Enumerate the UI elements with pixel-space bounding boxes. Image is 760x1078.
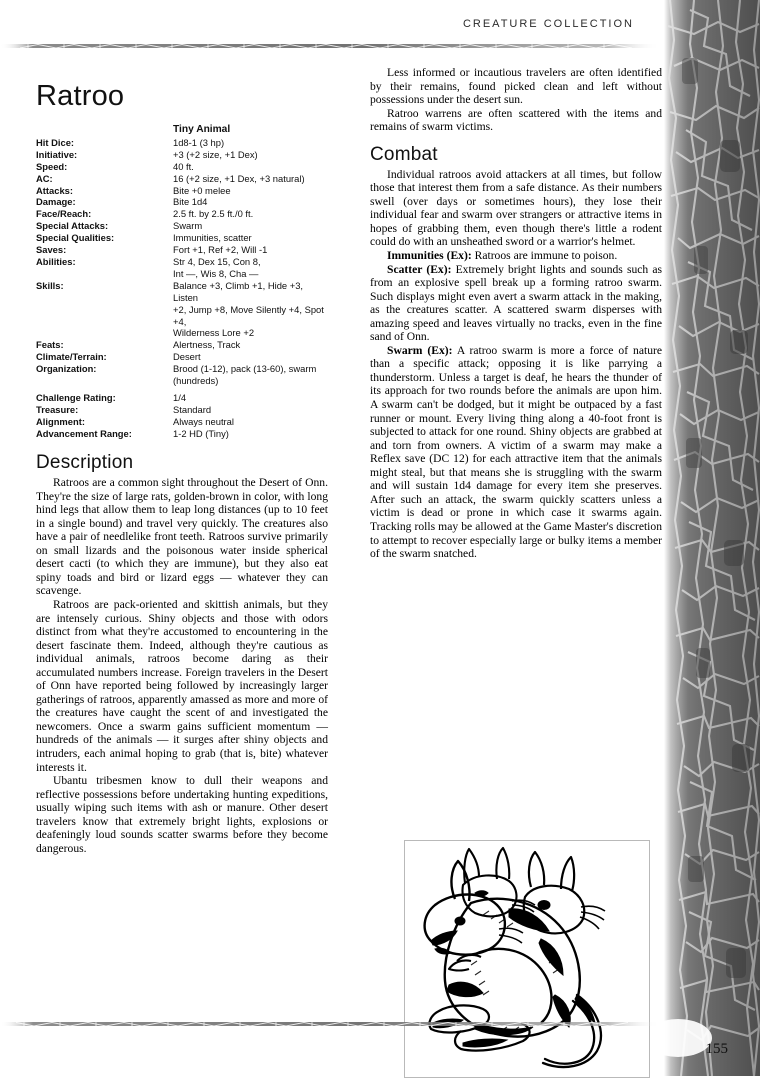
stat-value [173,244,328,256]
stat-value-line: +3 (+2 size, +1 Dex) [173,148,258,160]
stat-row [36,416,328,428]
description-body-right [370,66,662,134]
stat-value-line: Bite +0 melee [173,184,231,196]
stat-value-line: Balance +3, Climb +1, Hide +3, Listen [173,279,304,303]
margin-texture-strip [660,0,760,1076]
stat-value-line: Standard [173,404,212,416]
combat-ability-paragraph [370,263,662,344]
stat-row [36,220,328,232]
description-paragraph: Less informed or incautious travelers are often identified by their remains, found picked clean and left without possessions under the desert sun. [370,66,662,107]
stat-label: Speed: [36,160,68,172]
stat-value [173,208,328,220]
stat-value [173,161,328,173]
stat-label: Treasure: [36,404,79,416]
combat-heading: Combat [370,143,438,165]
stat-value-line: Desert [173,351,201,363]
stat-label: Attacks: [36,184,73,196]
creature-name-heading: Ratroo [36,80,125,112]
stat-label: Abilities: [36,255,76,267]
stat-row [36,244,328,256]
combat-ability-name: Immunities (Ex): [387,249,472,263]
stat-row [36,161,328,173]
stat-label: Damage: [36,196,76,208]
stat-value [173,256,328,280]
stat-label: Feats: [36,339,64,351]
stat-value-line: 40 ft. [173,160,194,172]
combat-ability-paragraph [370,344,662,561]
stat-value-line: Bite 1d4 [173,196,208,208]
stat-value-line: Always neutral [173,416,234,428]
stat-value [173,363,328,387]
stat-row [36,149,328,161]
stat-label: Alignment: [36,416,85,428]
stat-row [36,196,328,208]
stat-value-line: Int —, Wis 8, Cha — [173,267,259,279]
stat-value [173,173,328,185]
stat-row [36,208,328,220]
stat-value-line: Wilderness Lore +2 [173,327,255,339]
stat-label: Advancement Range: [36,428,132,440]
stat-label: Hit Dice: [36,136,75,148]
combat-intro-paragraph: Individual ratroos avoid attackers at all times, but follow those that interest them from a safe distance. As their numbers swell (over days or sometimes hours), they lose their individual fear and swarm over strangers or attractive items in hopes of grabbing them, even though there's little a rodent could do with an unsheathed sword or a warrior's helmet. [370,167,662,249]
stat-value [173,196,328,208]
stat-value [173,137,328,149]
combat-body [370,168,662,561]
combat-ability-text: Ratroos are immune to poison. [471,249,618,263]
combat-ability-paragraph [370,249,662,263]
stat-value-line: 2.5 ft. by 2.5 ft./0 ft. [173,208,254,220]
stat-value-line: Swarm [173,220,203,232]
stat-rows [36,137,328,440]
stat-row [36,339,328,351]
stat-row [36,280,328,340]
stat-value-line: Str 4, Dex 15, Con 8, [173,255,261,267]
combat-ability-name: Scatter (Ex): [387,262,452,276]
stat-value-line: Fort +1, Ref +2, Will -1 [173,244,268,256]
stat-value-line: Alertness, Track [173,339,241,351]
stat-label: Saves: [36,244,67,256]
stat-row [36,428,328,440]
stat-label: Climate/Terrain: [36,351,107,363]
running-title: CREATURE COLLECTION [462,18,634,30]
page-number: 155 [705,1041,728,1057]
stat-row [36,404,328,416]
combat-ability-text: A ratroo swarm is more a force of nature than a specific attack; opposing it is like parrying a thunderstorm. Unless a target is deaf, he hears the thunder of its approach for two rounds before the animals are upon him. A swarm can't be dodged, but it might be outpaced by a fast runner or mount. Every living thing along a 40-foot front is subjected to attack for one round. Shiny objects are grabbed at and torn from owners. A victim of a swarm may make a Reflex save (DC 12) for each attractive item that the animals might steal, but that means she is struggling with the swarm and will sustain 1d4 damage for every item she preserves. After such an attack, the swarm quickly scatters unless a victim is dead or prone in which case it swarms again. Tracking rolls may be allowed at the Game Master's discretion to attempt to recover especially large or bulky items a member of the swarm snatched. [370,343,662,561]
stat-value-line: 1d8-1 (3 hp) [173,136,225,148]
stat-row [36,173,328,185]
stat-value [173,392,328,404]
creature-type-line: Tiny Animal [173,124,231,135]
stat-label: AC: [36,172,53,184]
stat-value-line: Immunities, scatter [173,232,252,244]
stat-label: Face/Reach: [36,208,92,220]
description-heading: Description [36,452,134,474]
description-paragraph: Ratroos are a common sight throughout the Desert of Onn. They're the size of large rats, golden-brown in color, with long hind legs that allow them to leap long distances (up to 10 feet in a single bound) and travel very quickly. The creatures also have a pair of needlelike front teeth. Ratroos survive primarily on small lizards and the poisonous water inside spherical desert cacti (to which they are immune), but they also eat spiny toads and bird or lizard eggs — whatever they can scavenge. [36,476,328,598]
description-paragraph: Ratroos are pack-oriented and skittish animals, but they are intensely curious. Shiny objects and those with odors distinct from what they're accustomed to encountering in the desert fascinate them. Indeed, although they're cautious as individual animals, ratroos become daring as their accumulated numbers increase. Foreign travelers in the Desert of Onn have reported being followed by increasingly larger gatherings of ratroos, apparently amassed as more and more of the creatures have caught the scent of and investigated the newcomers. Once a swarm gains sufficient momentum — hundreds of the animals — it surges after shiny objects and intruders, each animal hoping to grab (that is, bite) whatever interests it. [36,597,328,774]
stat-value-line: (hundreds) [173,375,219,387]
stat-row [36,363,328,387]
stat-row [36,256,328,280]
stat-label: Organization: [36,363,97,375]
stat-value [173,339,328,351]
stat-label: Special Attacks: [36,220,109,232]
description-body-left [36,476,328,855]
stat-value [173,404,328,416]
stat-value-line: Brood (1-12), pack (13-60), swarm [173,363,317,375]
stat-value [173,428,328,440]
combat-ability-text: Extremely bright lights and sounds such as from an explosive spell break up a forming ratroo swarm. Such displays might even avert a swarm attack in the making, as the creatures scatter. A scattered swarm disperses with amazing speed and leaves virtually no tracks, even in the fine sand of Onn. [370,262,662,344]
header-decorative-rule [0,38,660,48]
combat-ability-name: Swarm (Ex): [387,343,453,357]
stat-block [36,124,328,440]
stat-label: Skills: [36,279,64,291]
stat-value [173,351,328,363]
stat-value-line: +2, Jump +8, Move Silently +4, Spot +4, [173,303,324,327]
stat-value-line: 1/4 [173,392,187,404]
footer-decorative-rule [0,1016,660,1026]
stat-row [36,185,328,197]
stat-value [173,416,328,428]
stat-value [173,280,328,340]
description-paragraph: Ubantu tribesmen know to dull their weapons and reflective possessions before undertaking hunting expeditions, usually wiping such items with ash or manure. Other desert travelers know that extremely bright lights, explosions or deafeningly loud sounds scatter swarms before they become dangerous. [36,774,328,855]
page-content [0,58,660,1008]
stat-label: Initiative: [36,148,78,160]
stat-value-line: 16 (+2 size, +1 Dex, +3 natural) [173,172,305,184]
stat-row [36,137,328,149]
stat-value [173,220,328,232]
stat-value [173,232,328,244]
left-column [36,58,328,855]
stat-value-line: 1-2 HD (Tiny) [173,428,229,440]
stat-row [36,351,328,363]
stat-row [36,232,328,244]
ratroo-illustration [404,840,650,1078]
right-column [370,66,662,561]
stat-label: Challenge Rating: [36,392,116,404]
stat-row [36,392,328,404]
stat-label: Special Qualities: [36,232,115,244]
stat-value [173,149,328,161]
description-paragraph: Ratroo warrens are often scattered with the items and remains of swarm victims. [370,106,662,134]
stat-value [173,185,328,197]
